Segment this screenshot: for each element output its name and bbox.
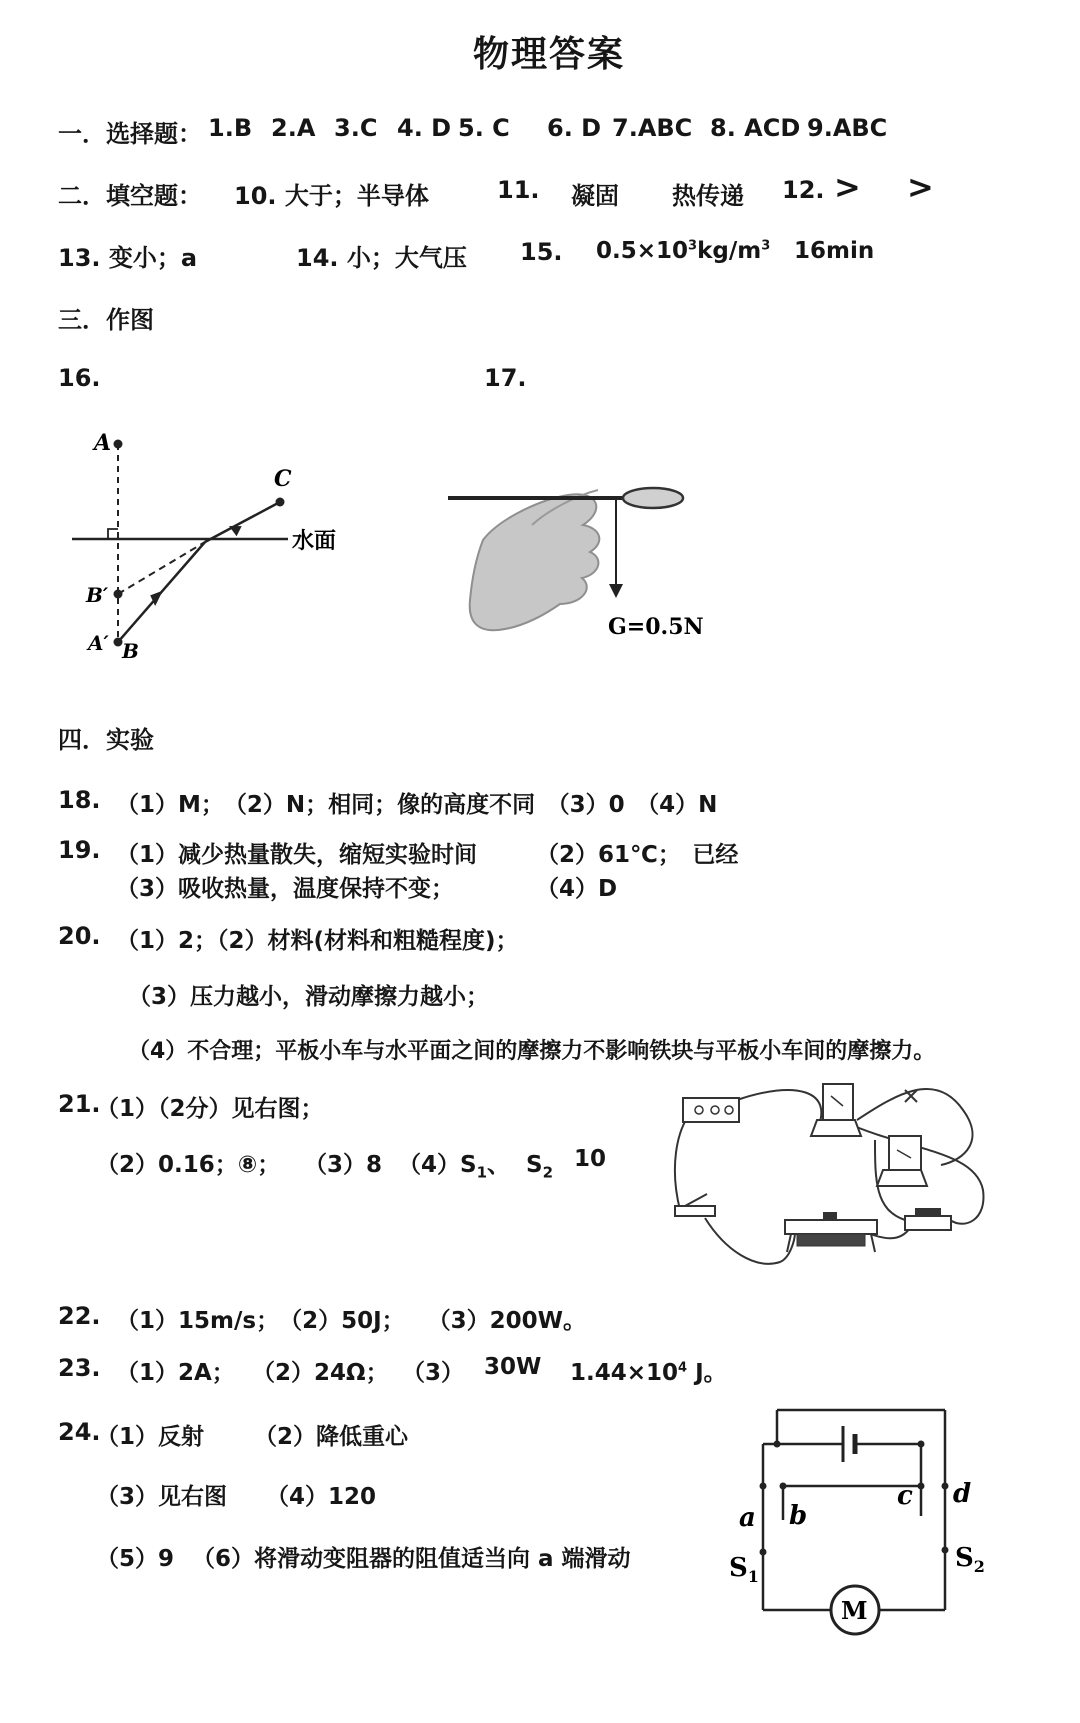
q12-answer-b: > xyxy=(907,168,934,206)
point-c xyxy=(276,498,285,507)
circuit-diagram-figure xyxy=(715,1400,1015,1700)
q22-answer: （1）15m/s； （2）50J； （3）200W。 xyxy=(116,1308,587,1334)
lamp-holder-icon xyxy=(905,1216,951,1230)
q11-answer-b: 热传递 xyxy=(672,182,744,210)
right-angle-mark xyxy=(108,529,118,539)
q19-answer-2: （2）61℃； 已经 xyxy=(536,842,739,868)
q19-answer-3: （3）吸收热量，温度保持不变； xyxy=(116,876,455,902)
spoon-bowl xyxy=(623,488,683,508)
q21-answer-2: （2）0.16；⑧； xyxy=(96,1152,281,1178)
label-b: b xyxy=(789,1501,808,1531)
q21-number: 21. xyxy=(58,1090,101,1118)
label-d: d xyxy=(953,1479,972,1509)
q15-answer-b: 16min xyxy=(794,238,875,264)
q21-answer-3: （3）8 xyxy=(304,1152,383,1178)
q24-answer-3: （3）见右图 xyxy=(96,1484,228,1510)
q13-answer: 13. 变小；a xyxy=(58,244,198,272)
label-s2: $S_2$ xyxy=(955,1543,985,1576)
q24-answer-6: （6）将滑动变阻器的阻值适当向 a 端滑动 xyxy=(192,1546,631,1572)
label-a: A xyxy=(94,430,112,456)
junction xyxy=(774,1441,781,1448)
q24-answer-4: （4）120 xyxy=(266,1484,377,1510)
point-a xyxy=(114,440,123,449)
label-water-surface: 水面 xyxy=(292,528,337,554)
q18-number: 18. xyxy=(58,786,101,814)
refraction-diagram xyxy=(70,420,370,670)
q19-number: 19. xyxy=(58,836,101,864)
spoon-balance-figure xyxy=(448,470,728,670)
q23-answer-3: （3） xyxy=(402,1360,465,1386)
gravity-arrow-icon xyxy=(609,584,623,598)
q20-answer-1: （1）2；（2）材料(材料和粗糙程度)； xyxy=(116,928,519,954)
q23-number: 23. xyxy=(58,1354,101,1382)
answer-item: 8. ACD xyxy=(710,114,801,142)
voltmeter-icon xyxy=(877,1170,927,1186)
wire xyxy=(675,1110,693,1210)
answer-item: 7.ABC xyxy=(612,114,693,142)
section-4-label: 四．实验 xyxy=(58,726,154,754)
switch-lever xyxy=(685,1194,707,1206)
q20-answer-2: （3）压力越小，滑动摩擦力越小； xyxy=(128,984,490,1010)
answer-item: 6. D xyxy=(547,114,602,142)
answer-item: 9.ABC xyxy=(807,114,888,142)
q16-number: 16. xyxy=(58,364,101,392)
q21-answer-5: 10 xyxy=(574,1146,607,1172)
motor-label: M xyxy=(841,1596,868,1625)
gravity-label: G=0.5N xyxy=(608,614,704,640)
answer-item: 2.A xyxy=(271,114,316,142)
switch-s1-pivot xyxy=(760,1549,767,1556)
wire xyxy=(737,1090,821,1130)
rheostat-icon xyxy=(785,1220,877,1234)
switch-s2-pivot xyxy=(942,1547,949,1554)
point-b-prime xyxy=(114,590,123,599)
section-2-label: 二．填空题： xyxy=(58,182,202,210)
label-a: a xyxy=(739,1503,756,1533)
switch-icon xyxy=(675,1206,715,1216)
q21-answer-4: $(4)S_1$、 $S_2$ xyxy=(398,1152,554,1182)
q20-number: 20. xyxy=(58,922,101,950)
q11-answer-a: 凝固 xyxy=(571,182,619,210)
wire xyxy=(705,1218,795,1264)
q11-number: 11. xyxy=(497,176,540,204)
q21-answer-1: （1）（2分）见右图； xyxy=(96,1096,324,1122)
q23-answer-1: （1）2A； xyxy=(116,1360,235,1386)
voltmeter-face xyxy=(889,1136,921,1170)
rheostat-coil xyxy=(797,1234,865,1246)
terminal-d xyxy=(942,1483,949,1490)
terminal-b xyxy=(780,1483,787,1490)
q12-number: 12. xyxy=(782,176,825,204)
q23-answer-4: 30W xyxy=(484,1354,542,1380)
label-b-prime: B′ xyxy=(86,583,109,607)
rheostat-leg xyxy=(871,1234,875,1252)
q22-number: 22. xyxy=(58,1302,101,1330)
q24-answer-1: （1）反射 xyxy=(96,1424,205,1450)
lamp-icon xyxy=(915,1208,941,1216)
section-1-label: 一．选择题： xyxy=(58,120,202,148)
q17-number: 17. xyxy=(484,364,527,392)
extension-line xyxy=(118,542,205,594)
q23-answer-5: $1.44\times 10^4$ J。 xyxy=(570,1360,727,1386)
q15-answer-a: $0.5\times 10^3kg/m^3$ xyxy=(596,238,771,264)
section-3-label: 三．作图 xyxy=(58,306,154,334)
label-c: C xyxy=(274,466,292,492)
page-title: 物理答案 xyxy=(473,34,626,75)
ammeter-icon xyxy=(811,1120,861,1136)
q24-number: 24. xyxy=(58,1418,101,1446)
q24-answer-2: （2）降低重心 xyxy=(254,1424,409,1450)
q14-answer: 14. 小；大气压 xyxy=(296,244,467,272)
q23-answer-2: （2）24Ω； xyxy=(252,1360,389,1386)
q15-number: 15. xyxy=(520,238,563,266)
q24-answer-5: （5）9 xyxy=(96,1546,175,1572)
rheostat-slider xyxy=(823,1212,837,1220)
q18-answer: （1）M； （2）N；相同；像的高度不同 （3）0 （4）N xyxy=(116,792,718,818)
label-a-prime: A′ xyxy=(88,631,109,655)
q12-answer-a: > xyxy=(834,168,861,206)
label-s1: $S_1$ xyxy=(729,1553,759,1586)
q19-answer-4: （4）D xyxy=(536,876,618,902)
label-b: B xyxy=(122,639,139,663)
hand-icon xyxy=(470,494,600,630)
q10-answer: 10. 大于；半导体 xyxy=(234,182,429,210)
q19-answer-1: （1）减少热量散失，缩短实验时间 xyxy=(116,842,478,868)
q20-answer-3: （4）不合理；平板小车与水平面之间的摩擦力不影响铁块与平板小车间的摩擦力。 xyxy=(128,1039,936,1064)
answer-item: 5. C xyxy=(458,114,510,142)
refracted-ray xyxy=(205,502,280,542)
label-c: c xyxy=(897,1481,913,1511)
answer-item: 4. D xyxy=(397,114,452,142)
junction xyxy=(918,1441,925,1448)
answer-item: 3.C xyxy=(334,114,378,142)
answer-item: 1.B xyxy=(208,114,253,142)
circuit-sketch-figure xyxy=(665,1070,1010,1280)
